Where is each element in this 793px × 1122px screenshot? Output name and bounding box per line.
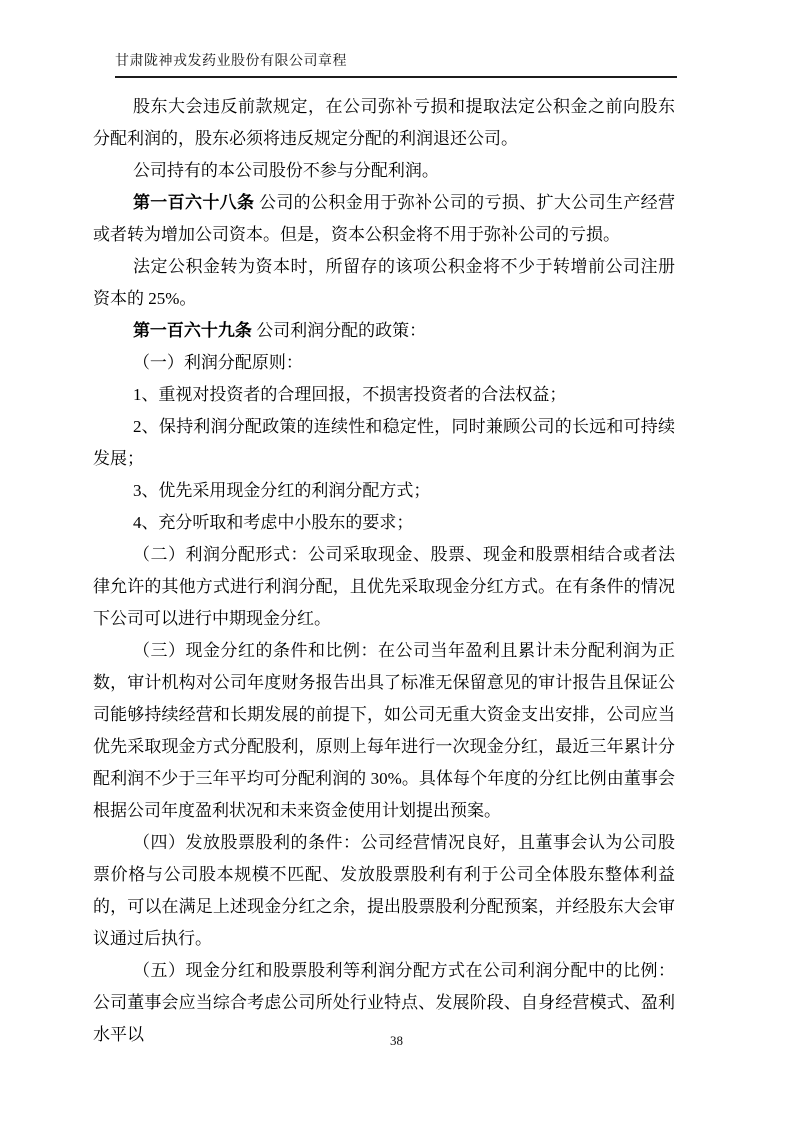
paragraph: 公司持有的本公司股份不参与分配利润。 <box>132 161 439 180</box>
paragraph: （一）利润分配原则： <box>132 353 303 372</box>
paragraph: 第一百六十八条 公司的公积金用于弥补公司的亏损、扩大公司生产经营或者转为增加公司资本。但是，资本公积金将不用于弥补公司的亏损。 <box>93 193 676 244</box>
article-number: 第一百六十八条 <box>132 193 255 212</box>
page-header <box>115 52 677 78</box>
document-body <box>93 91 675 1051</box>
header-title: 甘肃陇神戎发药业股份有限公司章程 <box>115 54 347 69</box>
paragraph: 4、充分听取和考虑中小股东的要求； <box>132 513 414 532</box>
paragraph: 法定公积金转为资本时，所留存的该项公积金将不少于转增前公司注册资本的 25%。 <box>93 257 675 308</box>
paragraph: 股东大会违反前款规定，在公司弥补亏损和提取法定公积金之前向股东分配利润的，股东必须将违反规定分配的利润退还公司。 <box>93 97 675 148</box>
paragraph: 1、重视对投资者的合理回报，不损害投资者的合法权益； <box>132 385 567 404</box>
paragraph: （五）现金分红和股票股利等利润分配方式在公司利润分配中的比例：公司董事会应当综合考虑公司所处行业特点、发展阶段、自身经营模式、盈利水平以 <box>93 961 675 1044</box>
paragraph: （四）发放股票股利的条件：公司经营情况良好，且董事会认为公司股票价格与公司股本规模不匹配、发放股票股利有利于公司全体股东整体利益的，可以在满足上述现金分红之余，提出股票股利分配预案，并经股东大会审议通过后执行。 <box>93 833 675 948</box>
page-number: 38 <box>390 1033 403 1048</box>
article-number: 第一百六十九条 <box>132 321 252 340</box>
paragraph: （二）利润分配形式：公司采取现金、股票、现金和股票相结合或者法律允许的其他方式进行利润分配，且优先采取现金分红方式。在有条件的情况下公司可以进行中期现金分红。 <box>93 545 675 628</box>
paragraph: 第一百六十九条 公司利润分配的政策： <box>132 321 427 340</box>
page-footer <box>0 1032 793 1050</box>
paragraph: （三）现金分红的条件和比例：在公司当年盈利且累计未分配利润为正数，审计机构对公司年度财务报告出具了标准无保留意见的审计报告且保证公司能够持续经营和长期发展的前提下，如公司无重大资金支出安排，公司应当优先采取现金方式分配股利，原则上每年进行一次现金分红，最近三年累计分配利润不少于三年平均可分配利润的 30%。具体每个年度的分红比例由董事会根据公司年度盈利状况和未来资金使用计划提出预案。 <box>93 641 675 820</box>
paragraph: 2、保持利润分配政策的连续性和稳定性，同时兼顾公司的长远和可持续发展； <box>93 417 675 468</box>
paragraph: 3、优先采用现金分红的利润分配方式； <box>132 481 431 500</box>
